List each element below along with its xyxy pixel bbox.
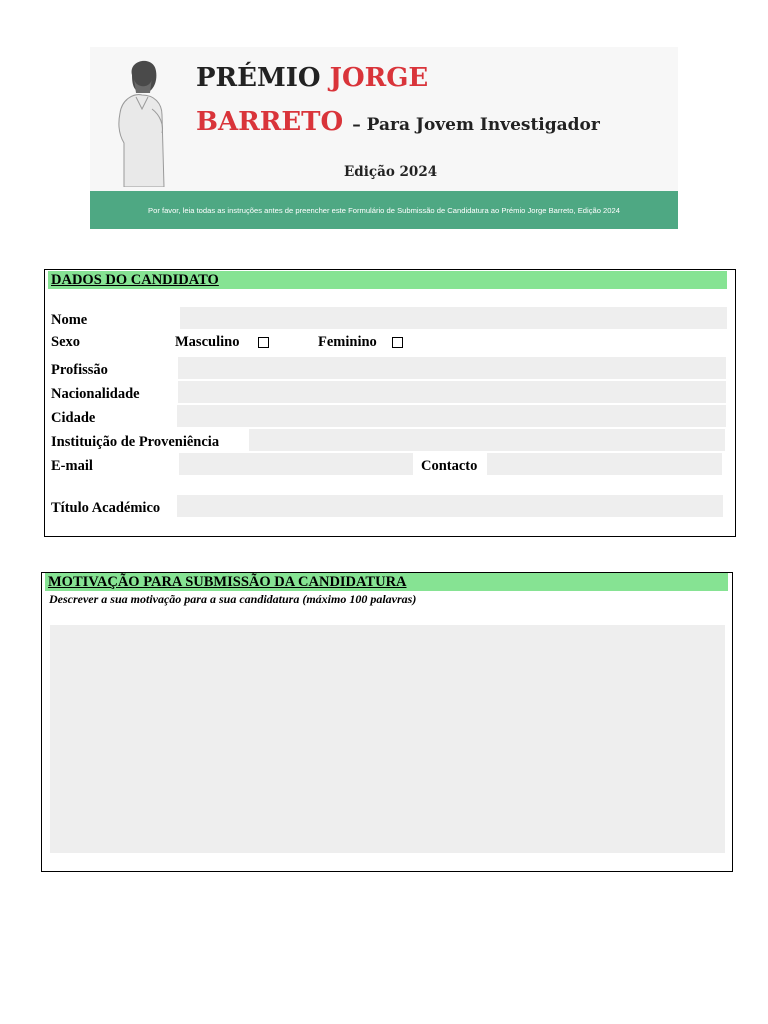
profession-field[interactable] — [178, 357, 726, 379]
candidate-section-heading: DADOS DO CANDIDATO — [48, 271, 727, 289]
academic-title-field[interactable] — [177, 495, 723, 517]
academic-title-label: Título Académico — [51, 500, 161, 516]
motivation-textarea[interactable] — [50, 625, 725, 853]
name-label: Nome — [51, 312, 88, 328]
male-checkbox[interactable] — [258, 337, 269, 348]
award-title-line-1 — [196, 63, 428, 93]
motivation-section-heading: MOTIVAÇÃO PARA SUBMISSÃO DA CANDIDATURA — [45, 573, 728, 591]
nationality-label: Nacionalidade — [51, 386, 140, 402]
city-label: Cidade — [51, 410, 96, 426]
profession-label: Profissão — [51, 362, 108, 378]
email-field[interactable] — [179, 453, 413, 475]
motivation-section — [41, 572, 733, 872]
candidate-data-section — [44, 269, 736, 537]
header-banner — [90, 47, 678, 229]
name-field[interactable] — [180, 307, 727, 329]
edition-label: Edição 2024 — [344, 164, 438, 180]
male-label: Masculino — [175, 334, 240, 350]
nationality-field[interactable] — [178, 381, 726, 403]
title-word-barreto: BARRETO — [196, 107, 344, 137]
sex-label: Sexo — [51, 334, 80, 350]
instructions-bar: Por favor, leia todas as instruções antes de preencher este Formulário de Submissão de Candidatura ao Prémio Jorge Barreto, Edição 2024 — [90, 191, 678, 229]
email-label: E-mail — [51, 458, 93, 474]
contact-label: Contacto — [421, 458, 478, 474]
female-label: Feminino — [318, 334, 377, 350]
city-field[interactable] — [177, 405, 726, 427]
title-subtitle: – Para Jovem Investigador — [352, 115, 600, 135]
portrait-image — [114, 53, 170, 187]
motivation-description: Descrever a sua motivação para a sua candidatura (máximo 100 palavras) — [49, 592, 417, 606]
title-word-jorge: JORGE — [329, 63, 429, 93]
institution-label: Instituição de Proveniência — [51, 434, 220, 450]
contact-field[interactable] — [487, 453, 722, 475]
award-title-line-2 — [196, 107, 600, 137]
institution-field[interactable] — [249, 429, 725, 451]
female-checkbox[interactable] — [392, 337, 403, 348]
title-word-premio: PRÉMIO — [196, 63, 321, 93]
